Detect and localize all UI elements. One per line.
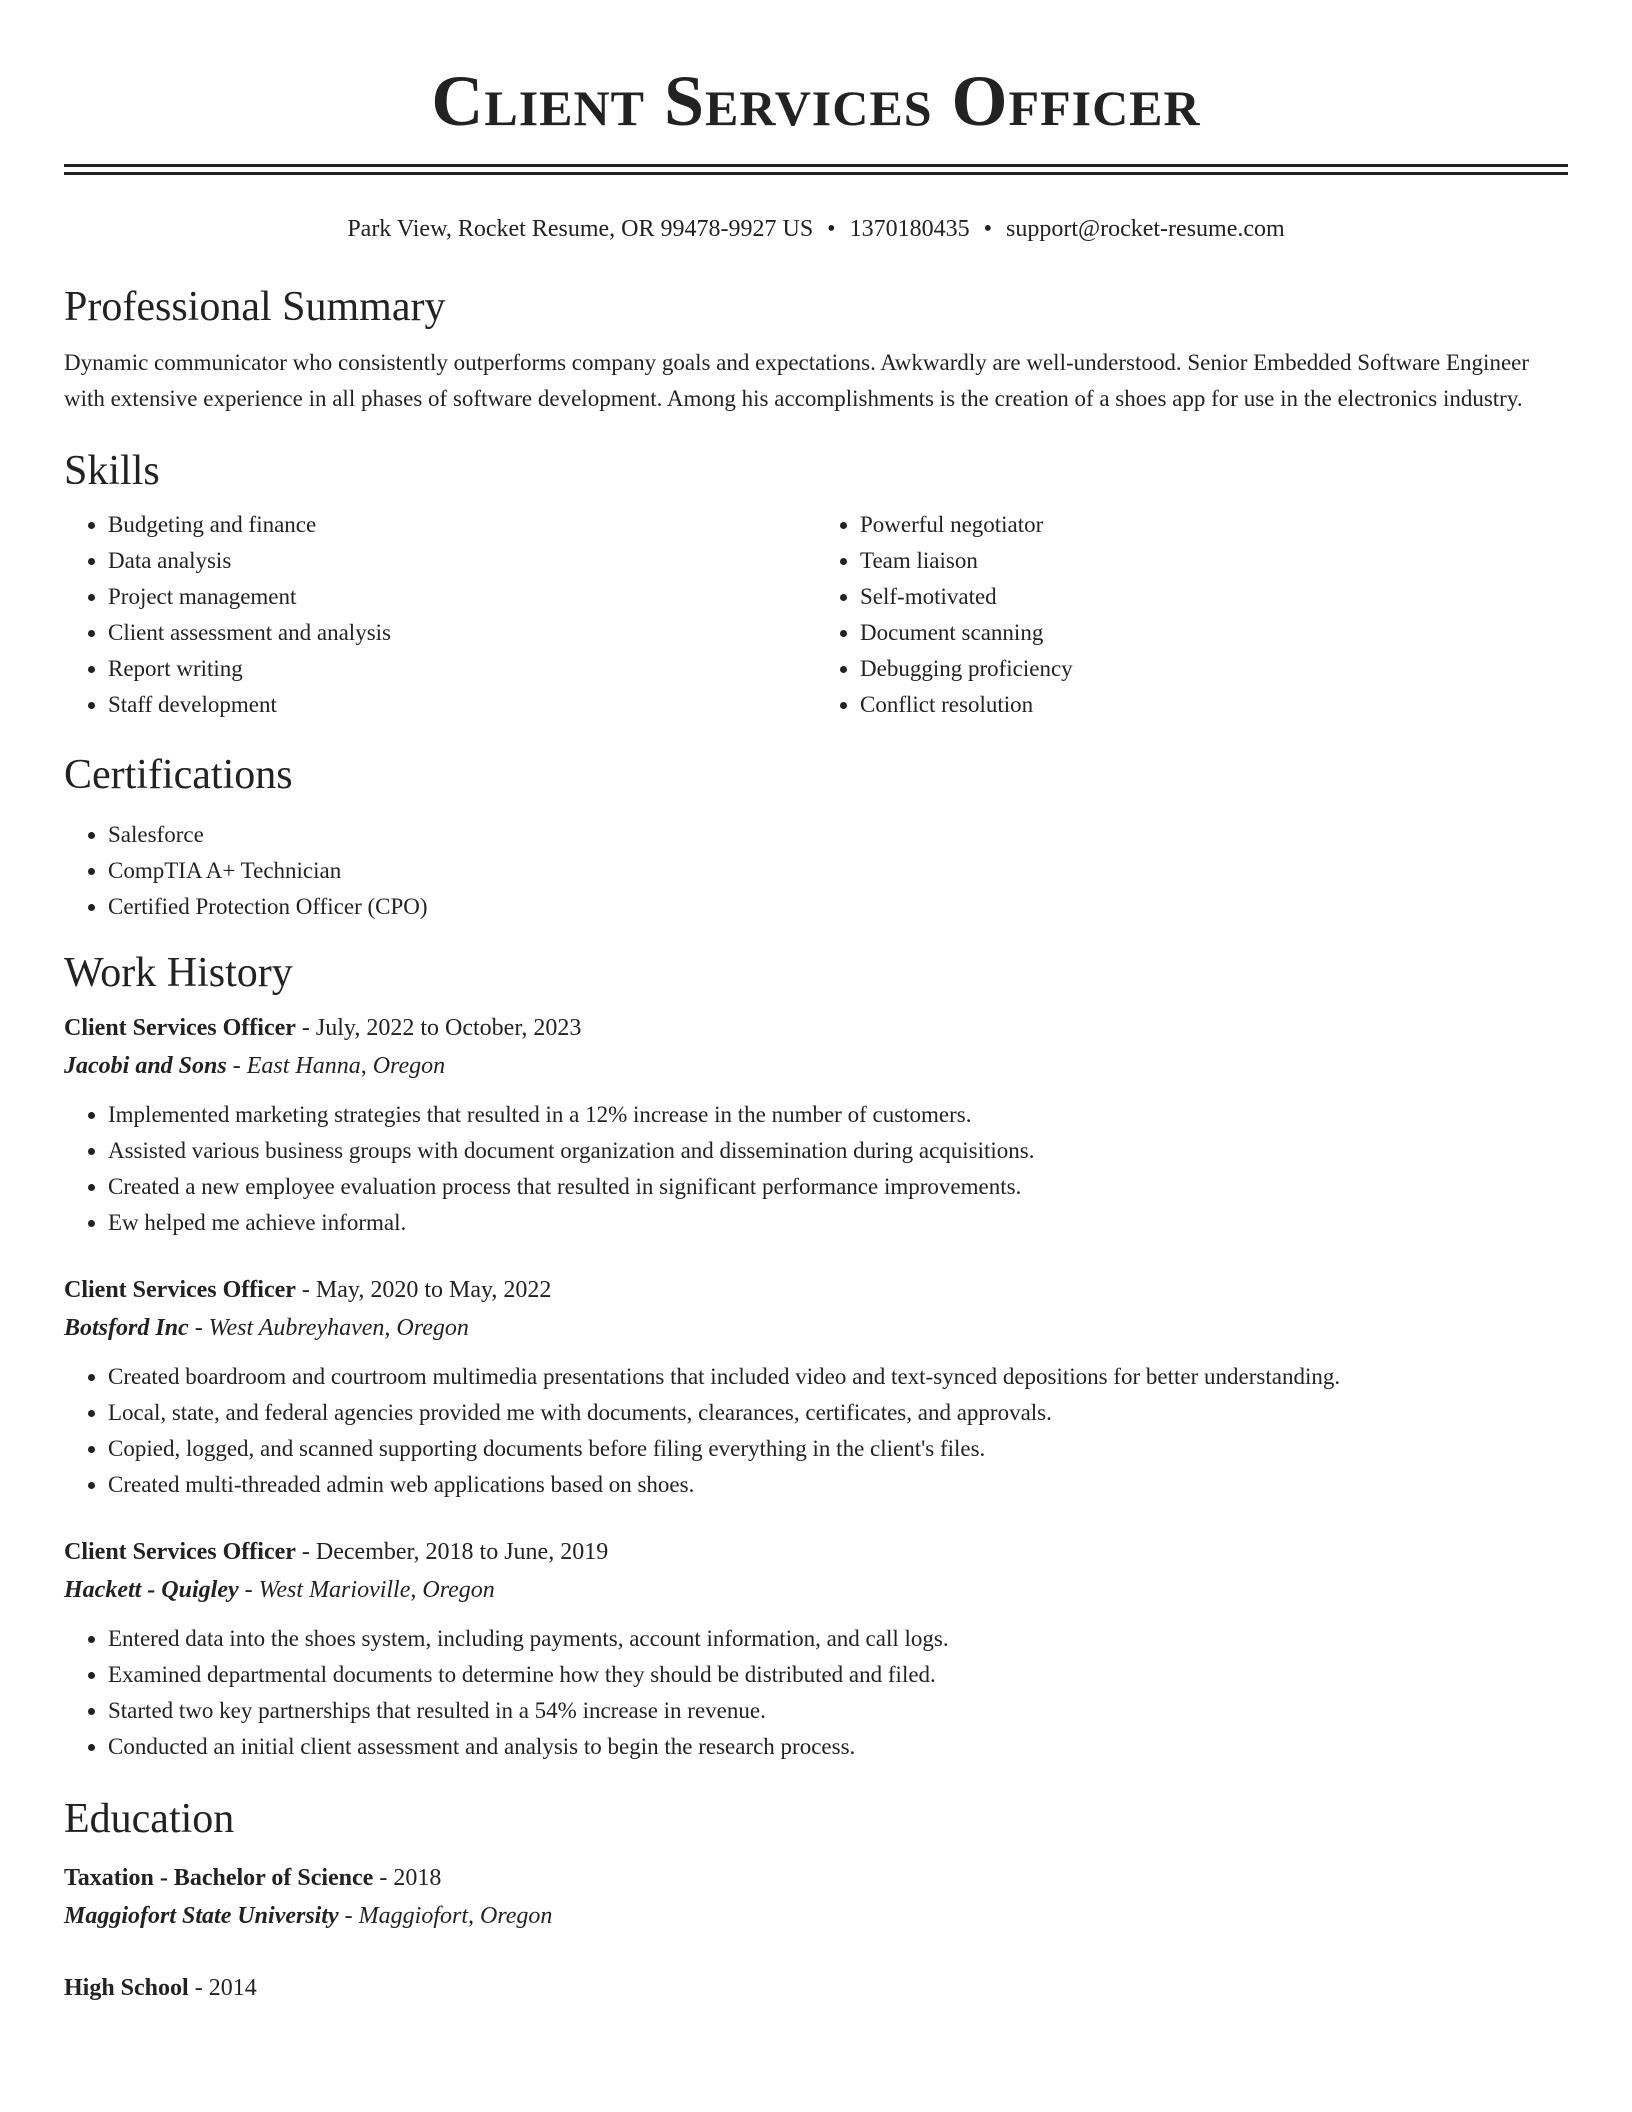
job-bullets <box>64 1097 1568 1241</box>
skills-list-left <box>64 507 816 723</box>
job-bullet: • Started two key partnerships that resulted in a 54% increase in revenue. <box>108 1693 1568 1729</box>
header-double-rule <box>64 164 1568 175</box>
contact-line <box>64 213 1568 245</box>
skill-item: • Data analysis <box>108 543 816 579</box>
job-bullet: • Created multi-threaded admin web applications based on shoes. <box>108 1467 1568 1503</box>
job-title: Client Services Officer <box>64 1539 296 1565</box>
job-bullet: • Created boardroom and courtroom multimedia presentations that included video and text-synced depositions for better understanding. <box>108 1359 1568 1395</box>
job-bullet: • Assisted various business groups with document organization and dissemination during acquisitions. <box>108 1133 1568 1169</box>
job-dates: - December, 2018 to June, 2019 <box>295 1539 609 1565</box>
certification-item: • CompTIA A+ Technician <box>108 853 1568 889</box>
job-title-line <box>64 1009 1568 1047</box>
education-entry <box>64 1859 1568 1935</box>
skills-heading: Skills <box>64 448 160 494</box>
skill-item: • Staff development <box>108 687 816 723</box>
education-location: - Maggiofort, Oregon <box>338 1903 553 1929</box>
job-bullet: • Examined departmental documents to determine how they should be distributed and filed. <box>108 1657 1568 1693</box>
education-degree-line <box>64 1969 1568 2007</box>
job-bullet: • Created a new employee evaluation process that resulted in significant performance improvements. <box>108 1169 1568 1205</box>
job-entry <box>64 1009 1568 1241</box>
job-bullet: • Ew helped me achieve informal. <box>108 1205 1568 1241</box>
job-company-line <box>64 1309 1568 1347</box>
job-bullet: • Conducted an initial client assessment and analysis to begin the research process. <box>108 1729 1568 1765</box>
contact-email: support@rocket-resume.com <box>1005 216 1285 242</box>
resume-name-heading: Client Services Officer <box>431 61 1201 141</box>
job-title-line <box>64 1533 1568 1571</box>
skills-list-right <box>816 507 1568 723</box>
job-entry <box>64 1271 1568 1503</box>
summary-heading: Professional Summary <box>64 284 446 330</box>
skill-item: • Client assessment and analysis <box>108 615 816 651</box>
skill-item: • Budgeting and finance <box>108 507 816 543</box>
job-bullet: • Entered data into the shoes system, including payments, account information, and call logs. <box>108 1621 1568 1657</box>
job-bullets <box>64 1359 1568 1503</box>
education-degree-line <box>64 1859 1568 1897</box>
education-entry <box>64 1969 1568 2007</box>
certifications-heading: Certifications <box>64 752 293 798</box>
skill-item: • Project management <box>108 579 816 615</box>
skill-item: • Team liaison <box>860 543 1568 579</box>
job-entry <box>64 1533 1568 1765</box>
job-title-line <box>64 1271 1568 1309</box>
contact-separator: • <box>827 216 836 242</box>
job-title: Client Services Officer <box>64 1015 296 1041</box>
education-year: - 2018 <box>373 1865 442 1891</box>
job-location: - East Hanna, Oregon <box>226 1053 446 1079</box>
job-company: Hackett - Quigley <box>64 1577 239 1603</box>
certifications-list <box>64 817 1568 925</box>
job-location: - West Aubreyhaven, Oregon <box>188 1315 469 1341</box>
contact-address: Park View, Rocket Resume, OR 99478-9927 US <box>347 216 814 242</box>
job-company-line <box>64 1047 1568 1085</box>
job-dates: - May, 2020 to May, 2022 <box>295 1277 552 1303</box>
certification-item: • Salesforce <box>108 817 1568 853</box>
education-year: - 2014 <box>188 1975 257 2001</box>
job-bullet: • Implemented marketing strategies that resulted in a 12% increase in the number of customers. <box>108 1097 1568 1133</box>
education-heading: Education <box>64 1796 235 1842</box>
work-history-heading: Work History <box>64 950 293 996</box>
summary-text: Dynamic communicator who consistently outperforms company goals and expectations. Awkwardly are well-understood. Senior Embedded Software Engineer with extensive experience in all phases of software development. Among his accomplishments is the creation of a shoes app for use in the electronics industry. <box>64 350 1530 411</box>
education-school-line <box>64 1897 1568 1935</box>
job-bullet: • Copied, logged, and scanned supporting documents before filing everything in the client's files. <box>108 1431 1568 1467</box>
skill-item: • Debugging proficiency <box>860 651 1568 687</box>
job-title: Client Services Officer <box>64 1277 296 1303</box>
job-dates: - July, 2022 to October, 2023 <box>295 1015 582 1041</box>
skill-item: • Conflict resolution <box>860 687 1568 723</box>
job-bullet: • Local, state, and federal agencies provided me with documents, clearances, certificates, and approvals. <box>108 1395 1568 1431</box>
skill-item: • Report writing <box>108 651 816 687</box>
skill-item: • Document scanning <box>860 615 1568 651</box>
job-company: Botsford Inc <box>64 1315 189 1341</box>
job-location: - West Marioville, Oregon <box>238 1577 495 1603</box>
contact-phone: 1370180435 <box>849 216 970 242</box>
skills-columns <box>64 507 1568 723</box>
job-bullets <box>64 1621 1568 1765</box>
contact-separator: • <box>983 216 992 242</box>
education-degree: High School <box>64 1975 189 2001</box>
education-degree: Taxation - Bachelor of Science <box>64 1865 374 1891</box>
skill-item: • Powerful negotiator <box>860 507 1568 543</box>
certification-item: • Certified Protection Officer (CPO) <box>108 889 1568 925</box>
skill-item: • Self-motivated <box>860 579 1568 615</box>
job-company-line <box>64 1571 1568 1609</box>
education-school: Maggiofort State University <box>64 1903 339 1929</box>
job-company: Jacobi and Sons <box>64 1053 227 1079</box>
resume-page <box>64 0 1568 2007</box>
